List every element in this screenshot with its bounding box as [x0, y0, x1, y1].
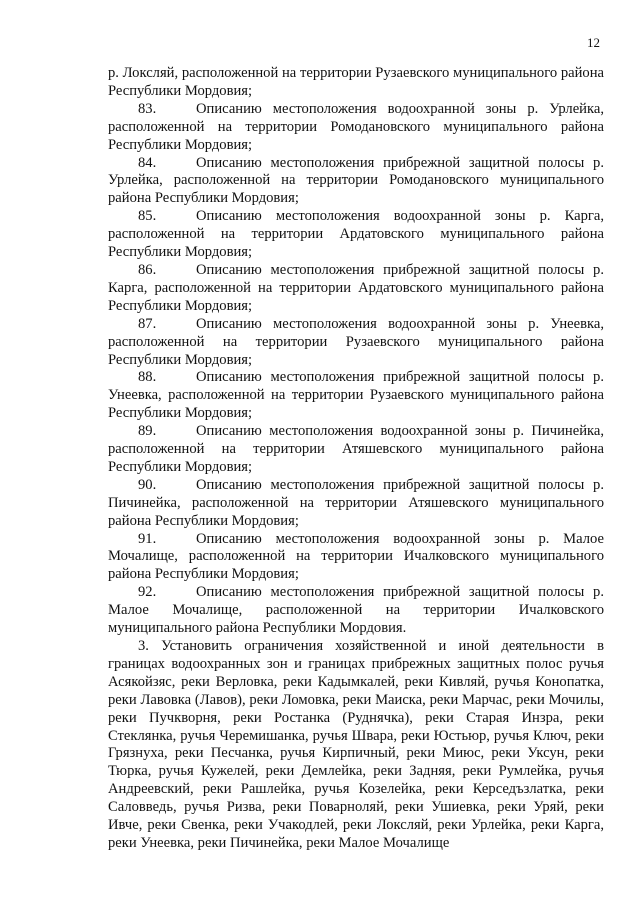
- list-item-text: Описанию местоположения водоохранной зоны р. Малое Мочалище, расположенной на территории Ичалковского муниципального района Республики Мордовия;: [108, 530, 604, 583]
- list-item-text: Описанию местоположения прибрежной защитной полосы р. Малое Мочалище, расположенной на территории Ичалковского муниципального района Республики Мордовия.: [108, 584, 604, 637]
- list-item-text: Описанию местоположения прибрежной защитной полосы р. Карга, расположенной на территории Ардатовского муниципального района Республики Мордовия;: [108, 261, 604, 314]
- paragraph-continuation: [108, 65, 604, 101]
- list-item-number: 89.: [138, 423, 157, 440]
- list-item-number: 91.: [138, 530, 157, 547]
- list-item-90: [108, 477, 604, 531]
- list-item-87: [108, 316, 604, 370]
- list-item-text: Описанию местоположения прибрежной защитной полосы р. Пичинейка, расположенной на территории Атяшевского муниципального района Республики Мордовия;: [108, 476, 604, 529]
- list-item-number: 83.: [138, 100, 157, 117]
- list-item-number: 92.: [138, 584, 157, 601]
- list-item-91: [108, 531, 604, 585]
- list-item-text: Описанию местоположения водоохранной зоны р. Карга, расположенной на территории Ардатовского муниципального района Республики Мордовия;: [108, 208, 604, 261]
- list-item-number: 90.: [138, 476, 157, 493]
- list-item-number: 84.: [138, 154, 157, 171]
- paragraph-text: р. Локсляй, расположенной на территории Рузаевского муниципального района Республики Мордовия;: [108, 65, 604, 99]
- list-item-text: Описанию местоположения водоохранной зоны р. Унеевка, расположенной на территории Рузаевского муниципального района Республики Мордовия;: [108, 315, 604, 368]
- list-item-text: Описанию местоположения водоохранной зоны р. Урлейка, расположенной на территории Ромодановского муниципального района Республики Мордовия;: [108, 100, 604, 153]
- list-item-85: [108, 208, 604, 262]
- list-item-number: 86.: [138, 261, 157, 278]
- document-body: [108, 65, 604, 853]
- list-item-text: Описанию местоположения прибрежной защитной полосы р. Урлейка, расположенной на территории Ромодановского муниципального района Республики Мордовия;: [108, 154, 604, 207]
- list-item-text: Описанию местоположения водоохранной зоны р. Пичинейка, расположенной на территории Атяшевского муниципального района Республики Мордовия;: [108, 423, 604, 475]
- list-item-84: [108, 155, 604, 209]
- list-item-number: 87.: [138, 315, 157, 332]
- list-item-89: [108, 423, 604, 477]
- page-number: 12: [587, 35, 600, 50]
- list-item-86: [108, 262, 604, 316]
- list-item-number: 85.: [138, 208, 157, 225]
- list-item-88: [108, 369, 604, 423]
- clause-3-paragraph: [108, 638, 604, 853]
- list-item-92: [108, 584, 604, 638]
- paragraph-text: 3. Установить ограничения хозяйственной и иной деятельности в границах водоохранных зон и границах прибрежных защитных полос ручья Асякойзяс, реки Верловка, реки Кадымкалей, реки Кивляй, ручья Конопатка, реки Лавовка (Лавов), реки Ломовка, реки Маиска, реки Марчас, реки Мочилы, реки Пучкворня, реки Ростанка (Руднячка), реки Старая Инзра, реки Стеклянка, ручья Черемишанка, ручья Швара, реки Юстьюр, ручья Ключ, реки Грязнуха, реки Песчанка, ручья Кирпичный, реки Миюс, реки Уксун, реки Тюрка, ручья Кужелей, реки Демлейка, реки Задняя, реки Румлейка, ручья Андреевский, реки Рашлейка, ручья Козелейка, реки Керседъзлатка, реки Саловведь, ручья Ризва, реки Поварноляй, реки Ушиевка, реки Уряй, реки Ивче, реки Свенка, реки Учакодлей, реки Локсляй, реки Урлейка, реки Карга, реки Унеевка, реки Пичинейка, реки Малое Мочалище: [108, 638, 604, 851]
- list-item-text: Описанию местоположения прибрежной защитной полосы р. Унеевка, расположенной на территории Рузаевского муниципального района Республики Мордовия;: [108, 369, 604, 422]
- list-item-number: 88.: [138, 369, 157, 386]
- list-item-83: [108, 101, 604, 155]
